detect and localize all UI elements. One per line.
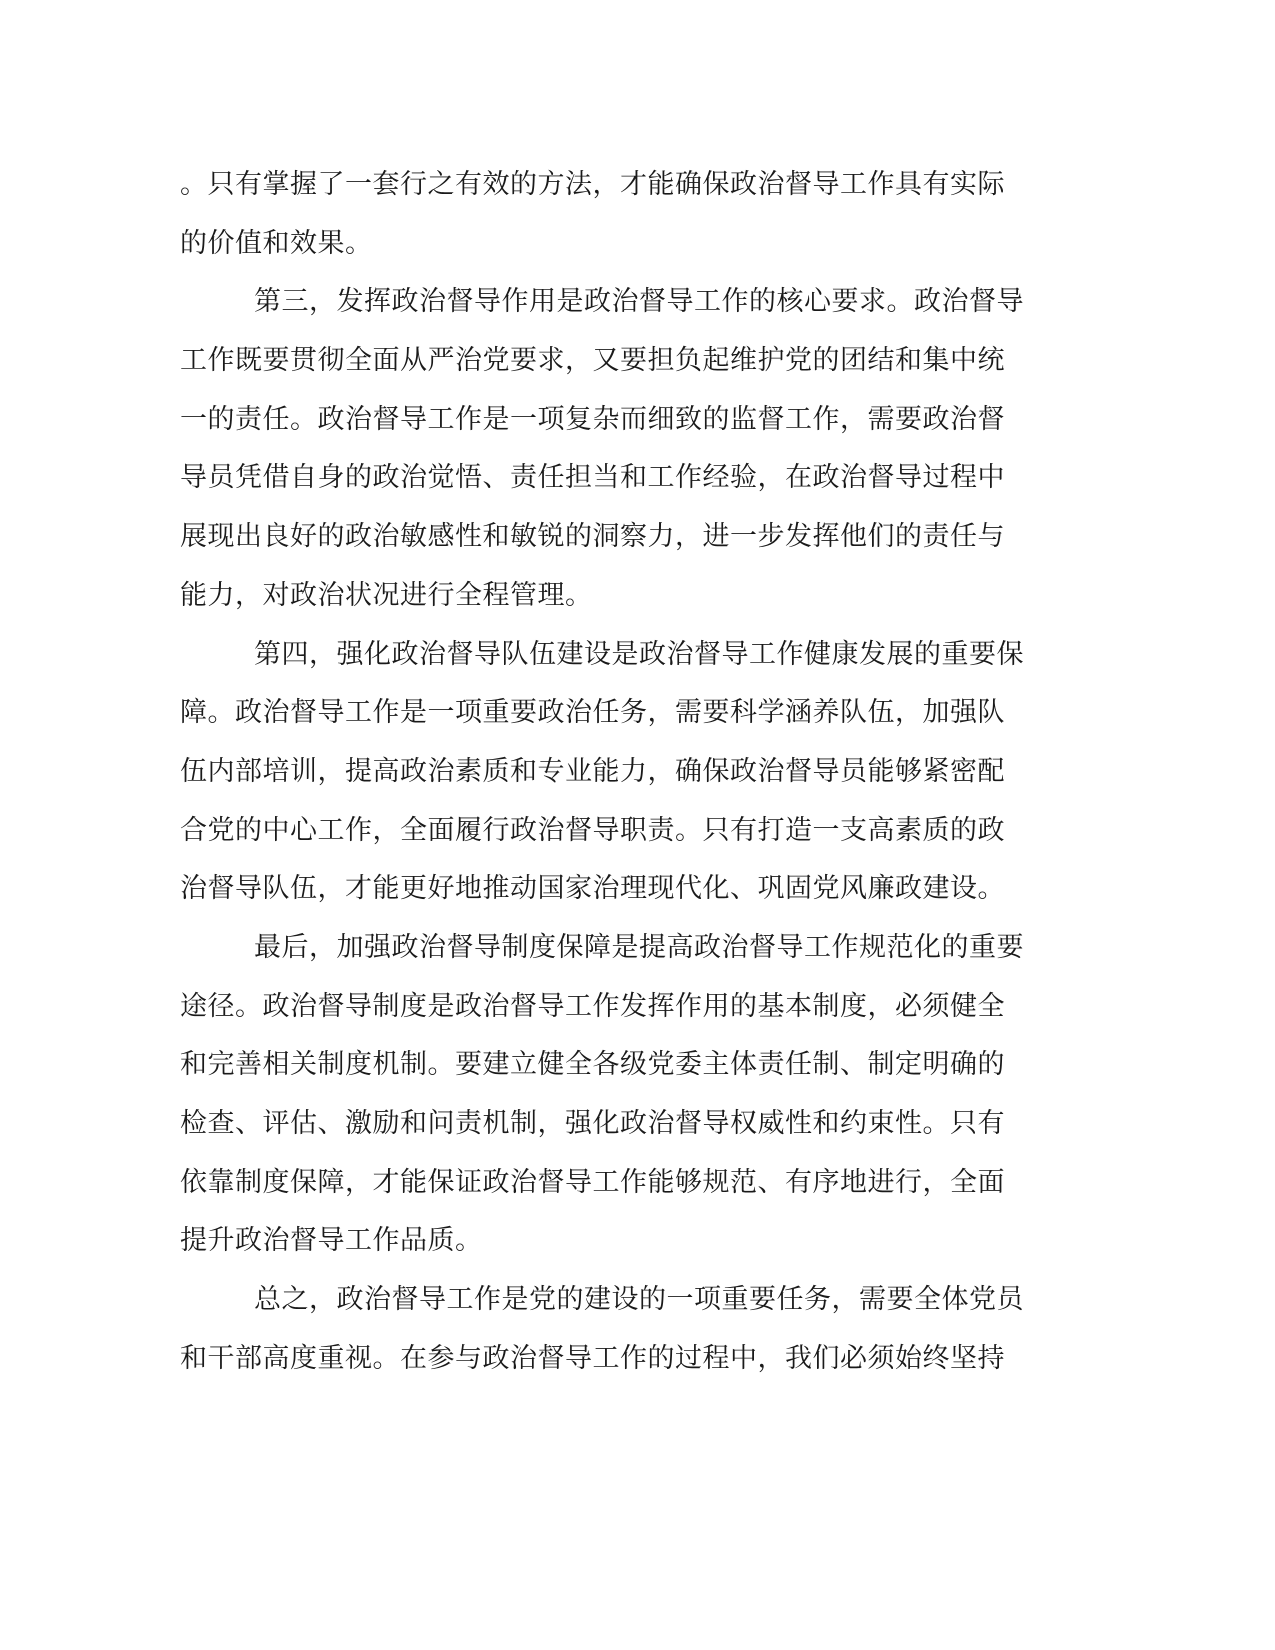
text-line: 障。政治督导工作是一项重要政治任务，需要科学涵养队伍，加强队 — [180, 697, 1005, 729]
text-line: 治督导队伍，才能更好地推动国家治理现代化、巩固党风廉政建设。 — [180, 873, 1005, 905]
text-line: 工作既要贯彻全面从严治党要求，又要担负起维护党的团结和集中统 — [180, 345, 1005, 377]
text-line: 途径。政治督导制度是政治督导工作发挥作用的基本制度，必须健全 — [180, 990, 1005, 1022]
text-line: 伍内部培训，提高政治素质和专业能力，确保政治督导员能够紧密配 — [180, 755, 1005, 787]
text-line: 能力，对政治状况进行全程管理。 — [180, 579, 593, 611]
text-line: 检查、评估、激励和问责机制，强化政治督导权威性和约束性。只有 — [180, 1108, 1005, 1139]
text-line: 和干部高度重视。在参与政治督导工作的过程中，我们必须始终坚持 — [180, 1342, 1005, 1374]
text-line: 一的责任。政治督导工作是一项复杂而细致的监督工作，需要政治督 — [180, 403, 1005, 435]
text-line: 合党的中心工作，全面履行政治督导职责。只有打造一支高素质的政 — [180, 814, 1005, 846]
text-line: 的价值和效果。 — [180, 227, 373, 259]
paragraph-first-line: 最后，加强政治督导制度保障是提高政治督导工作规范化的重要 — [254, 931, 1024, 963]
document-page — [180, 156, 1030, 1388]
text-line: 。只有掌握了一套行之有效的方法，才能确保政治督导工作具有实际 — [180, 169, 1005, 200]
paragraph-first-line: 第三，发挥政治督导作用是政治督导工作的核心要求。政治督导 — [254, 286, 1024, 318]
text-line: 和完善相关制度机制。要建立健全各级党委主体责任制、制定明确的 — [180, 1049, 1005, 1081]
text-line: 提升政治督导工作品质。 — [180, 1225, 483, 1257]
text-line: 展现出良好的政治敏感性和敏锐的洞察力，进一步发挥他们的责任与 — [180, 521, 1005, 553]
paragraph-first-line: 第四，强化政治督导队伍建设是政治督导工作健康发展的重要保 — [254, 638, 1024, 670]
text-line: 依靠制度保障，才能保证政治督导工作能够规范、有序地进行，全面 — [180, 1166, 1005, 1198]
paragraph-first-line: 总之，政治督导工作是党的建设的一项重要任务，需要全体党员 — [254, 1284, 1024, 1316]
text-line: 导员凭借自身的政治觉悟、责任担当和工作经验，在政治督导过程中 — [180, 462, 1005, 494]
